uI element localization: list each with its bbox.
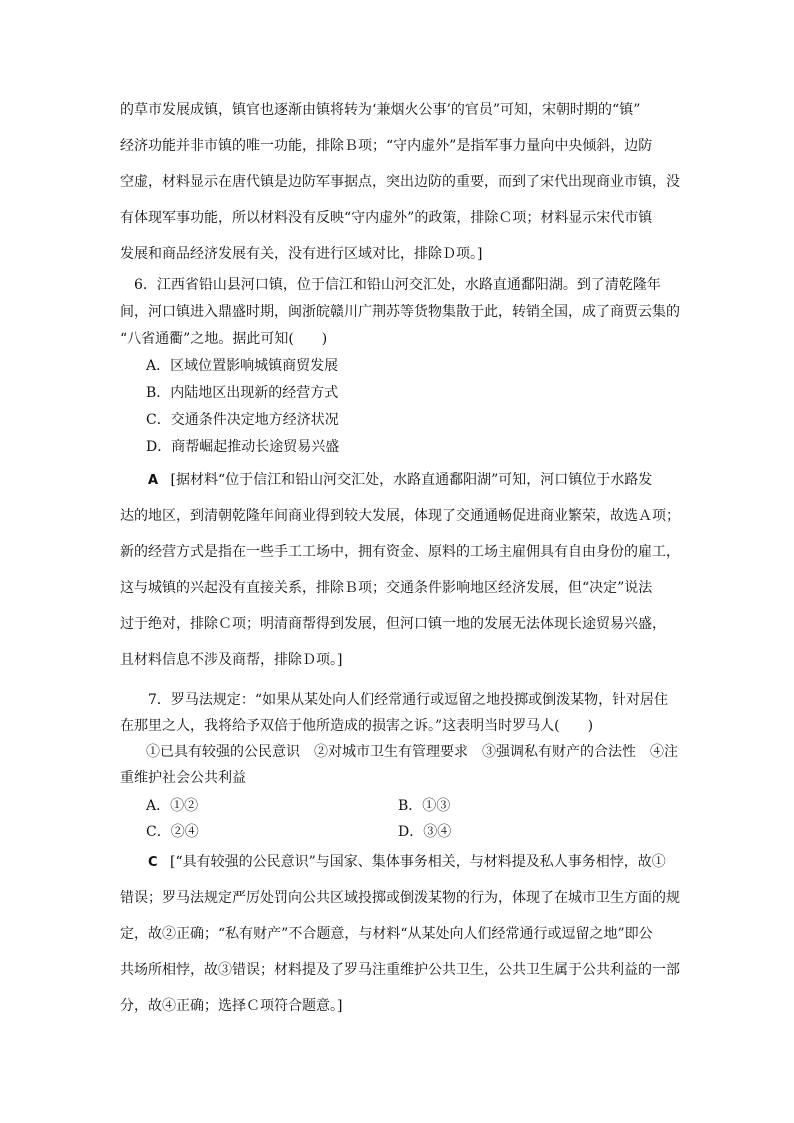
explanation-line: 经济功能并非市镇的唯一功能，排除Ｂ项；“守内虚外”是指军事力量向中央倾斜，边防 [120, 138, 653, 154]
explanation-line: 分，故④正确；选择Ｃ项符合题意。] [120, 998, 343, 1014]
statement-line: 重维护社会公共利益 [120, 770, 246, 786]
option-row [146, 796, 680, 816]
option-a: A．①② [146, 798, 199, 814]
explanation-line: 且材料信息不涉及商帮，排除Ｄ项。] [120, 652, 343, 668]
option-c: C．交通条件决定地方经济状况 [146, 412, 339, 428]
answer-letter: C [148, 855, 158, 870]
explanation-line: 发展和商品经济发展有关，没有进行区域对比，排除Ｄ项。] [120, 246, 483, 262]
question-6-options [120, 356, 680, 466]
explanation-line: 共场所相悖，故③错误；材料提及了罗马注重维护公共卫生，公共卫生属于公共利益的一部 [120, 962, 680, 978]
explanation-q6 [120, 470, 680, 670]
option-a: A．区域位置影响城镇商贸发展 [146, 358, 339, 374]
option-d: D．商帮崛起推动长途贸易兴盛 [146, 439, 340, 455]
explanation-line: 达的地区，到清朝乾隆年间商业得到较大发展，体现了交通通畅促进商业繁荣，故选Ａ项； [120, 508, 680, 524]
explanation-text: [据材料“位于信江和铅山河交汇处，水路直通鄱阳湖”可知，河口镇位于水路发 [170, 472, 653, 488]
explanation-line: 定，故②正确；“私有财产”不合题意，与材料“从某处向人们经常通行或逗留之地”即公 [120, 926, 653, 942]
question-7 [120, 690, 680, 750]
explanation-q7 [120, 852, 680, 1022]
question-stem-line: 6．江西省铅山县河口镇，位于信江和铅山河交汇处，水路直通鄱阳湖。到了清乾隆年 [134, 277, 661, 293]
option-c: C．②④ [146, 824, 199, 840]
option-row [146, 822, 680, 842]
question-7-statements [120, 742, 680, 794]
question-6 [120, 275, 680, 355]
option-b: B．①③ [398, 798, 451, 814]
question-stem-line: 7．罗马法规定：“如果从某处向人们经常通行或逗留之地投掷或倒泼某物，针对居住 [148, 692, 669, 708]
explanation-line: 有体现军事功能，所以材料没有反映“守内虚外”的政策，排除Ｃ项；材料显示宋代市镇 [120, 210, 653, 226]
option-d: D．③④ [398, 824, 452, 840]
explanation-line: 新的经营方式是指在一些手工工场中，拥有资金、原料的工场主雇佣具有自由身份的雇工， [120, 544, 680, 560]
question-7-options [120, 796, 680, 848]
explanation-line [148, 852, 680, 873]
answer-letter: A [148, 473, 159, 488]
question-stem-line: “八省通衢”之地。据此可知( ) [120, 331, 328, 347]
question-stem-line: 间，河口镇进入鼎盛时期，闽浙皖赣川广荆苏等货物集散于此，转销全国，成了商贾云集的 [120, 304, 680, 320]
explanation-q5 [120, 100, 680, 270]
explanation-line: 过于绝对，排除Ｃ项；明清商帮得到发展，但河口镇一地的发展无法体现长途贸易兴盛， [120, 616, 666, 632]
explanation-text: [“具有较强的公民意识”与国家、集体事务相关，与材料提及私人事务相悖，故① [170, 854, 666, 870]
option-b: B．内陆地区出现新的经营方式 [146, 385, 339, 401]
explanation-line: 这与城镇的兴起没有直接关系，排除Ｂ项；交通条件影响地区经济发展，但“决定”说法 [120, 580, 653, 596]
explanation-line: 错误；罗马法规定严厉处罚向公共区域投掷或倒泼某物的行为，体现了在城市卫生方面的规 [120, 890, 680, 906]
explanation-line [148, 470, 680, 491]
question-stem-line: 在那里之人，我将给予双倍于他所造成的损害之诉。”这表明当时罗马人( ) [120, 718, 594, 734]
explanation-line: 空虚，材料显示在唐代镇是边防军事据点，突出边防的重要，而到了宋代出现商业市镇，没 [120, 174, 680, 190]
statement-line: ①已具有较强的公民意识 ②对城市卫生有管理要求 ③强调私有财产的合法性 ④注 [146, 744, 678, 760]
explanation-line: 的草市发展成镇，镇官也逐渐由镇将转为‘兼烟火公事’的官员”可知，宋朝时期的“镇” [120, 102, 641, 118]
